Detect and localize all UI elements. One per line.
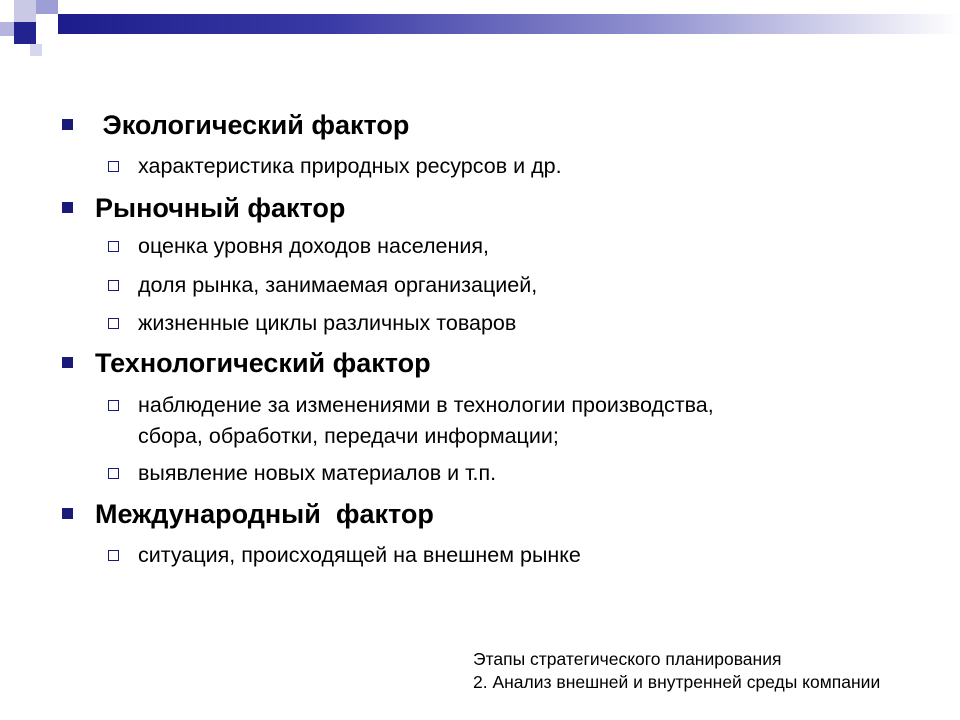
footer-line-subtitle: 2. Анализ внешней и внутренней среды компании	[473, 672, 881, 692]
hollow-square-bullet-icon	[108, 318, 119, 329]
factor-detail-text: жизненные циклы различных товаров	[138, 311, 517, 335]
hollow-square-bullet-icon	[108, 280, 119, 291]
filled-square-bullet-icon	[62, 357, 73, 368]
factor-detail-text: характеристика природных ресурсов и др.	[138, 154, 562, 178]
factor-detail-text: оценка уровня доходов населения,	[138, 234, 489, 258]
factor-detail-text: сбора, обработки, передачи информации;	[138, 424, 559, 448]
hollow-square-bullet-icon	[108, 161, 119, 172]
factor-detail-text: наблюдение за изменениями в технологии производства,	[138, 393, 714, 417]
hollow-square-bullet-icon	[108, 468, 119, 479]
hollow-square-bullet-icon	[108, 400, 119, 411]
factor-title: Международный фактор	[95, 499, 434, 529]
hollow-square-bullet-icon	[108, 550, 119, 561]
slide-footer	[473, 648, 880, 694]
filled-square-bullet-icon	[62, 119, 73, 130]
filled-square-bullet-icon	[62, 508, 73, 519]
filled-square-bullet-icon	[62, 202, 73, 213]
factor-detail-text: доля рынка, занимаемая организацией,	[138, 273, 538, 297]
hollow-square-bullet-icon	[108, 241, 119, 252]
factor-detail-text: ситуация, происходящей на внешнем рынке	[138, 543, 581, 567]
factor-title: Рыночный фактор	[95, 193, 346, 223]
footer-line-title: Этапы стратегического планирования	[473, 649, 782, 669]
factor-detail-text: выявление новых материалов и т.п.	[138, 461, 497, 485]
factor-title: Экологический фактор	[95, 110, 410, 140]
factor-title: Технологический фактор	[95, 348, 431, 378]
